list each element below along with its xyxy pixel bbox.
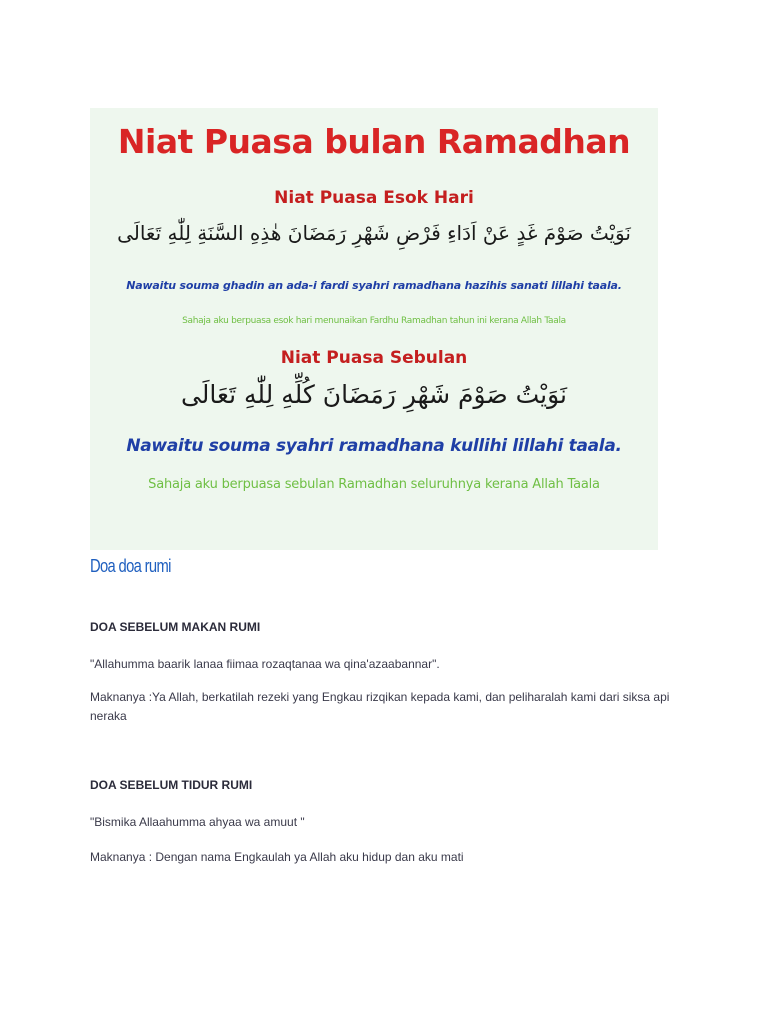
doa-makan-title: DOA SEBELUM MAKAN RUMI (90, 620, 261, 634)
doa-makan-text: "Allahumma baarik lanaa fiimaa rozaqtanaa wa qina'azaabannar". (90, 657, 440, 671)
niat-sebulan-meaning: Sahaja aku berpuasa sebulan Ramadhan seluruhnya kerana Allah Taala (148, 477, 600, 492)
doa-rumi-heading: Doa doa rumi (90, 556, 171, 576)
niat-puasa-image (90, 108, 658, 550)
niat-esok-hari-transliteration: Nawaitu souma ghadin an ada-i fardi syahri ramadhana hazihis sanati lillahi taala. (126, 279, 622, 292)
niat-esok-hari-heading: Niat Puasa Esok Hari (274, 188, 474, 208)
niat-sebulan-arabic: نَوَيْتُ صَوْمَ شَهْرِ رَمَضَانَ كُلِّهِ لِلّٰهِ تَعَالَى (180, 380, 568, 409)
doa-tidur-meaning: Maknanya : Dengan nama Engkaulah ya Allah aku hidup dan aku mati (90, 850, 464, 864)
niat-esok-hari-arabic: نَوَيْتُ صَوْمَ غَدٍ عَنْ اَدَاءِ فَرْضِ شَهْرِ رَمَضَانَ هٰذِهِ السَّنَةِ لِلّٰهِ تَعَالَى (117, 221, 631, 245)
niat-sebulan-heading: Niat Puasa Sebulan (280, 348, 468, 368)
niat-sebulan-transliteration: Nawaitu souma syahri ramadhana kullihi lillahi taala. (126, 436, 622, 456)
doa-tidur-title: DOA SEBELUM TIDUR RUMI (90, 778, 253, 792)
niat-esok-hari-meaning: Sahaja aku berpuasa esok hari menunaikan Fardhu Ramadhan tahun ini kerana Allah Taala (182, 316, 566, 326)
doa-makan-meaning: Maknanya :Ya Allah, berkatilah rezeki yang Engkau rizqikan kepada kami, dan peliharalah kami dari siksa api neraka (90, 690, 670, 723)
image-title: Niat Puasa bulan Ramadhan (117, 122, 631, 161)
doa-tidur-text: "Bismika Allaahumma ahyaa wa amuut " (90, 815, 305, 829)
